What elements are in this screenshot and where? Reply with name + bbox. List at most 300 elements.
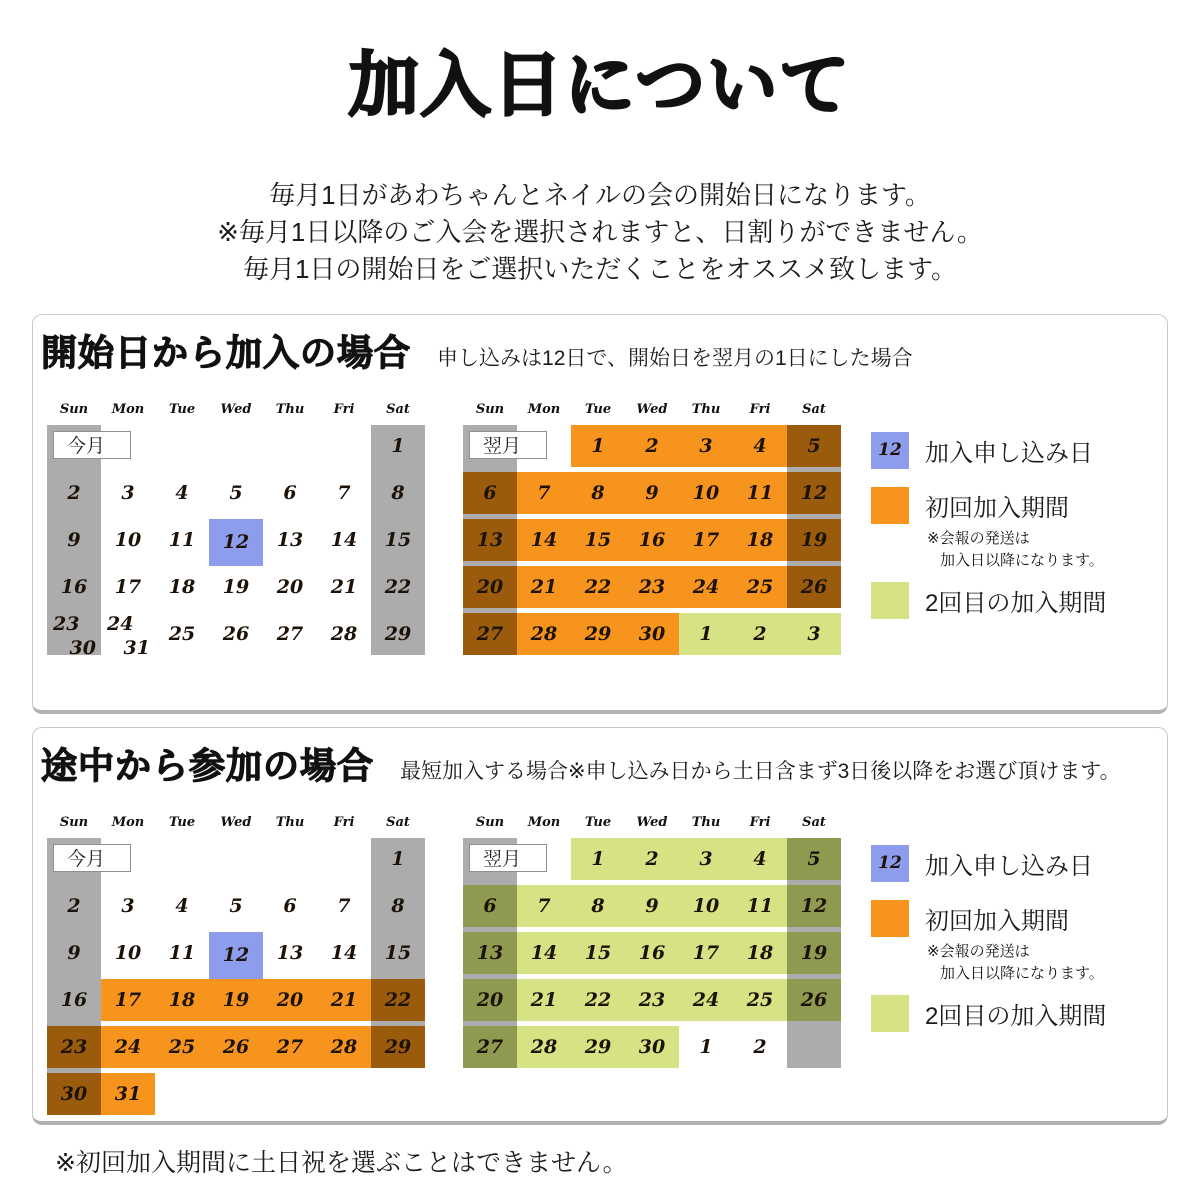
calendar-week-row bbox=[47, 979, 425, 1026]
day-number: 3 bbox=[699, 847, 713, 870]
day-number: 11 bbox=[168, 941, 196, 964]
day-cell bbox=[101, 519, 155, 561]
day-number: 29 bbox=[384, 622, 412, 645]
day-cell bbox=[47, 885, 101, 927]
day-cell bbox=[787, 472, 841, 514]
weekday-label: Sun bbox=[59, 401, 89, 417]
day-cell bbox=[101, 566, 155, 608]
day-number: 2 bbox=[67, 481, 81, 504]
calendar-week-row bbox=[47, 613, 425, 660]
weekday-label: Thu bbox=[691, 814, 721, 830]
calendar-week-row bbox=[47, 1073, 425, 1120]
day-number: 5 bbox=[229, 481, 243, 504]
day-number: 1 bbox=[391, 434, 405, 457]
day-cell bbox=[787, 425, 841, 467]
day-number: 17 bbox=[692, 528, 720, 551]
day-cell bbox=[517, 519, 571, 561]
day-number: 3 bbox=[699, 434, 713, 457]
day-cell bbox=[263, 566, 317, 608]
calendar-week-row bbox=[463, 885, 841, 932]
day-cell bbox=[571, 425, 625, 467]
day-number: 2 bbox=[753, 1035, 767, 1058]
weekday-label: Thu bbox=[691, 401, 721, 417]
calendar-next-month bbox=[463, 402, 841, 660]
day-number: 28 bbox=[530, 1035, 558, 1058]
day-number: 23 bbox=[60, 1035, 88, 1058]
weekday-header-row bbox=[47, 402, 425, 418]
day-cell bbox=[571, 932, 625, 974]
day-number: 2 bbox=[645, 434, 659, 457]
day-cell bbox=[317, 885, 371, 927]
day-number: 26 bbox=[800, 988, 828, 1011]
day-cell bbox=[263, 979, 317, 1021]
day-number: 9 bbox=[645, 481, 659, 504]
day-number: 28 bbox=[330, 622, 358, 645]
legend-item-application-day bbox=[871, 845, 1147, 882]
calendar-week-row bbox=[463, 1026, 841, 1073]
day-number: 1 bbox=[391, 847, 405, 870]
day-cell bbox=[209, 1073, 263, 1115]
day-number: 6 bbox=[283, 481, 297, 504]
day-number: 9 bbox=[67, 528, 81, 551]
day-cell bbox=[47, 566, 101, 608]
day-cell bbox=[155, 838, 209, 880]
day-number: 27 bbox=[476, 622, 504, 645]
day-cell bbox=[317, 472, 371, 514]
weekday-header-row bbox=[463, 402, 841, 418]
weekday-label: Thu bbox=[275, 401, 305, 417]
day-number: 18 bbox=[168, 575, 196, 598]
day-number: 23 bbox=[638, 575, 666, 598]
day-cell bbox=[101, 612, 155, 659]
day-cell bbox=[155, 932, 209, 974]
day-number: 10 bbox=[114, 528, 142, 551]
day-cell bbox=[733, 838, 787, 880]
day-cell bbox=[209, 979, 263, 1021]
day-cell bbox=[263, 472, 317, 514]
day-number: 7 bbox=[337, 894, 351, 917]
day-cell bbox=[625, 613, 679, 655]
day-cell bbox=[155, 425, 209, 467]
day-number: 30 bbox=[60, 1082, 88, 1105]
calendar-week-row bbox=[47, 932, 425, 979]
day-cell bbox=[787, 979, 841, 1021]
day-number: 20 bbox=[276, 575, 304, 598]
weekday-header-row bbox=[47, 815, 425, 831]
day-cell bbox=[733, 566, 787, 608]
day-number: 10 bbox=[114, 941, 142, 964]
day-cell bbox=[317, 566, 371, 608]
day-number: 7 bbox=[537, 481, 551, 504]
day-number: 21 bbox=[530, 988, 558, 1011]
day-cell bbox=[679, 519, 733, 561]
day-cell bbox=[209, 425, 263, 467]
day-cell bbox=[209, 472, 263, 514]
day-number: 10 bbox=[692, 481, 720, 504]
day-cell bbox=[679, 885, 733, 927]
day-cell bbox=[787, 1026, 841, 1068]
day-cell bbox=[625, 979, 679, 1021]
day-number: 3 bbox=[121, 894, 135, 917]
day-number: 18 bbox=[168, 988, 196, 1011]
legend-label: 加入申し込み日 bbox=[925, 852, 1093, 880]
day-number: 30 bbox=[638, 1035, 666, 1058]
day-number: 16 bbox=[60, 988, 88, 1011]
legend-label: 2回目の加入期間 bbox=[925, 589, 1107, 617]
legend-note: ※会報の発送は 加入日以降になります。 bbox=[927, 942, 1104, 983]
day-cell bbox=[733, 425, 787, 467]
legend-label: 2回目の加入期間 bbox=[925, 1002, 1107, 1030]
day-cell bbox=[155, 472, 209, 514]
day-number: 26 bbox=[800, 575, 828, 598]
day-cell bbox=[209, 932, 263, 979]
day-number: 22 bbox=[384, 988, 412, 1011]
day-number: 24 bbox=[692, 575, 720, 598]
day-number: 15 bbox=[384, 941, 412, 964]
application-day-swatch: 12 bbox=[871, 432, 909, 469]
day-number: 15 bbox=[384, 528, 412, 551]
day-number: 16 bbox=[638, 941, 666, 964]
day-cell bbox=[371, 1073, 425, 1115]
day-number: 28 bbox=[530, 622, 558, 645]
weekday-label: Tue bbox=[584, 814, 612, 830]
section-join-from-start bbox=[32, 314, 1168, 714]
intro-line: 毎月1日の開始日をご選択いただくことをオススメ致します。 bbox=[242, 253, 958, 284]
day-number: 25 bbox=[168, 1035, 196, 1058]
day-number: 23 bbox=[53, 612, 80, 635]
calendar-week-row bbox=[47, 1026, 425, 1073]
day-cell bbox=[517, 885, 571, 927]
day-cell bbox=[263, 932, 317, 974]
day-cell bbox=[47, 1073, 101, 1115]
day-number: 9 bbox=[67, 941, 81, 964]
legend-item-second-period bbox=[871, 995, 1147, 1032]
calendar-this-month bbox=[47, 402, 425, 660]
day-number: 31 bbox=[114, 1082, 142, 1105]
calendar-week-row bbox=[463, 472, 841, 519]
day-number: 25 bbox=[746, 988, 774, 1011]
day-cell bbox=[517, 566, 571, 608]
day-cell bbox=[733, 472, 787, 514]
day-number: 24 bbox=[107, 612, 134, 635]
weekday-label: Fri bbox=[333, 814, 355, 830]
day-cell bbox=[571, 979, 625, 1021]
day-number: 4 bbox=[753, 847, 767, 870]
day-number: 8 bbox=[391, 481, 405, 504]
weekday-label: Sun bbox=[475, 401, 505, 417]
day-number: 5 bbox=[229, 894, 243, 917]
day-cell bbox=[263, 425, 317, 467]
day-cell bbox=[733, 613, 787, 655]
day-number-secondary: 30 bbox=[69, 636, 96, 659]
day-cell bbox=[47, 979, 101, 1021]
intro-text bbox=[0, 177, 1200, 288]
calendar-this-month bbox=[47, 815, 425, 1120]
day-number: 11 bbox=[168, 528, 196, 551]
weekday-label: Wed bbox=[220, 401, 252, 417]
day-number: 11 bbox=[746, 894, 774, 917]
day-cell bbox=[263, 1073, 317, 1115]
day-cell bbox=[263, 613, 317, 655]
page-title: 加入日について bbox=[348, 46, 852, 124]
calendar-week-row bbox=[463, 932, 841, 979]
section-subheading: 申し込みは12日で、開始日を翌月の1日にした場合 bbox=[437, 346, 913, 370]
day-cell bbox=[571, 838, 625, 880]
weekday-label: Fri bbox=[749, 401, 771, 417]
day-cell bbox=[571, 472, 625, 514]
day-cell bbox=[101, 1026, 155, 1068]
calendar-week-row bbox=[463, 613, 841, 660]
day-number: 23 bbox=[638, 988, 666, 1011]
day-number: 20 bbox=[276, 988, 304, 1011]
day-number: 13 bbox=[476, 941, 504, 964]
day-cell bbox=[679, 566, 733, 608]
day-cell bbox=[517, 979, 571, 1021]
day-number: 21 bbox=[530, 575, 558, 598]
calendar-grid bbox=[47, 838, 425, 1120]
day-number: 14 bbox=[330, 528, 358, 551]
calendar-week-row bbox=[463, 519, 841, 566]
day-number: 8 bbox=[591, 894, 605, 917]
weekday-label: Thu bbox=[275, 814, 305, 830]
day-number: 24 bbox=[114, 1035, 142, 1058]
day-cell bbox=[625, 472, 679, 514]
day-cell bbox=[571, 566, 625, 608]
legend-label: 初回加入期間 bbox=[925, 494, 1069, 522]
day-number: 19 bbox=[222, 575, 250, 598]
calendar-grid bbox=[463, 425, 841, 660]
day-number: 19 bbox=[800, 528, 828, 551]
legend bbox=[871, 432, 1147, 660]
day-cell bbox=[463, 932, 517, 974]
day-cell bbox=[101, 472, 155, 514]
day-cell bbox=[209, 613, 263, 655]
day-cell bbox=[47, 1026, 101, 1068]
day-cell bbox=[787, 519, 841, 561]
weekday-header-row bbox=[463, 815, 841, 831]
day-number: 25 bbox=[168, 622, 196, 645]
day-number: 1 bbox=[699, 622, 713, 645]
day-cell bbox=[47, 932, 101, 974]
day-number: 15 bbox=[584, 941, 612, 964]
month-label: 今月 bbox=[53, 844, 131, 872]
day-number: 7 bbox=[537, 894, 551, 917]
day-number: 21 bbox=[330, 988, 358, 1011]
day-cell bbox=[517, 932, 571, 974]
day-cell bbox=[517, 472, 571, 514]
second-period-swatch bbox=[871, 582, 909, 619]
day-cell bbox=[47, 519, 101, 561]
day-cell bbox=[517, 1026, 571, 1068]
day-cell bbox=[209, 885, 263, 927]
day-cell bbox=[209, 566, 263, 608]
day-number: 12 bbox=[222, 944, 250, 967]
day-number: 12 bbox=[800, 481, 828, 504]
calendar-week-row bbox=[47, 519, 425, 566]
day-number: 28 bbox=[330, 1035, 358, 1058]
calendar-week-row bbox=[463, 566, 841, 613]
day-number: 22 bbox=[584, 988, 612, 1011]
day-cell bbox=[317, 425, 371, 467]
day-number: 3 bbox=[121, 481, 135, 504]
legend-item-first-period bbox=[871, 487, 1147, 524]
day-cell bbox=[463, 566, 517, 608]
day-cell bbox=[571, 885, 625, 927]
day-cell bbox=[679, 613, 733, 655]
day-number: 21 bbox=[330, 575, 358, 598]
day-cell bbox=[317, 613, 371, 655]
weekday-label: Wed bbox=[636, 401, 668, 417]
day-number: 13 bbox=[276, 941, 304, 964]
day-number: 1 bbox=[699, 1035, 713, 1058]
day-cell bbox=[463, 519, 517, 561]
day-cell bbox=[733, 519, 787, 561]
day-number: 6 bbox=[483, 481, 497, 504]
day-number: 11 bbox=[746, 481, 774, 504]
day-cell bbox=[625, 566, 679, 608]
day-cell bbox=[155, 613, 209, 655]
first-period-swatch bbox=[871, 487, 909, 524]
day-cell bbox=[625, 1026, 679, 1068]
day-number: 2 bbox=[753, 622, 767, 645]
weekday-label: Tue bbox=[168, 814, 196, 830]
day-cell bbox=[371, 979, 425, 1021]
day-cell bbox=[317, 932, 371, 974]
weekday-label: Sun bbox=[59, 814, 89, 830]
day-number: 3 bbox=[807, 622, 821, 645]
day-number: 2 bbox=[67, 894, 81, 917]
first-period-swatch bbox=[871, 900, 909, 937]
section-heading: 途中から参加の場合 bbox=[41, 744, 375, 786]
day-number: 17 bbox=[114, 575, 142, 598]
day-number: 15 bbox=[584, 528, 612, 551]
weekday-label: Sat bbox=[802, 814, 826, 830]
day-cell bbox=[625, 932, 679, 974]
day-cell bbox=[787, 885, 841, 927]
day-number: 25 bbox=[746, 575, 774, 598]
legend bbox=[871, 845, 1147, 1120]
day-cell bbox=[463, 979, 517, 1021]
day-number: 19 bbox=[222, 988, 250, 1011]
day-cell bbox=[787, 566, 841, 608]
day-cell bbox=[733, 979, 787, 1021]
day-number: 18 bbox=[746, 528, 774, 551]
day-cell bbox=[787, 932, 841, 974]
day-cell bbox=[371, 519, 425, 561]
day-number: 17 bbox=[692, 941, 720, 964]
weekday-label: Mon bbox=[111, 814, 145, 830]
weekday-label: Wed bbox=[636, 814, 668, 830]
day-number: 30 bbox=[638, 622, 666, 645]
day-cell bbox=[47, 472, 101, 514]
day-cell bbox=[463, 1026, 517, 1068]
calendar-week-row bbox=[47, 566, 425, 613]
day-number: 1 bbox=[591, 847, 605, 870]
day-cell bbox=[317, 519, 371, 561]
weekday-label: Wed bbox=[220, 814, 252, 830]
day-cell bbox=[679, 932, 733, 974]
day-cell bbox=[679, 425, 733, 467]
day-cell bbox=[101, 979, 155, 1021]
day-number: 4 bbox=[175, 481, 189, 504]
day-cell bbox=[625, 838, 679, 880]
day-number: 24 bbox=[692, 988, 720, 1011]
day-cell bbox=[47, 612, 101, 659]
day-cell bbox=[155, 566, 209, 608]
day-cell bbox=[371, 838, 425, 880]
section-body bbox=[41, 402, 1167, 660]
day-number: 27 bbox=[276, 1035, 304, 1058]
weekday-label: Sat bbox=[386, 401, 410, 417]
day-number: 18 bbox=[746, 941, 774, 964]
calendar-grid bbox=[463, 838, 841, 1073]
day-number: 22 bbox=[384, 575, 412, 598]
weekday-label: Sat bbox=[802, 401, 826, 417]
day-number: 17 bbox=[114, 988, 142, 1011]
section-body bbox=[41, 815, 1167, 1120]
day-cell bbox=[263, 1026, 317, 1068]
day-number: 26 bbox=[222, 1035, 250, 1058]
day-cell bbox=[263, 838, 317, 880]
day-cell bbox=[101, 932, 155, 974]
day-cell bbox=[101, 1073, 155, 1115]
day-cell bbox=[101, 885, 155, 927]
day-cell bbox=[371, 1026, 425, 1068]
intro-line: ※毎月1日以降のご入会を選択されますと、日割りができません。 bbox=[217, 216, 983, 247]
calendar-week-row bbox=[47, 885, 425, 932]
day-number: 29 bbox=[584, 622, 612, 645]
calendar-next-month bbox=[463, 815, 841, 1120]
day-cell bbox=[155, 979, 209, 1021]
weekday-label: Fri bbox=[749, 814, 771, 830]
second-period-swatch bbox=[871, 995, 909, 1032]
day-cell bbox=[371, 425, 425, 467]
legend-label: 初回加入期間 bbox=[925, 907, 1069, 935]
day-cell bbox=[371, 566, 425, 608]
day-number: 6 bbox=[483, 894, 497, 917]
day-number: 13 bbox=[476, 528, 504, 551]
weekday-label: Mon bbox=[527, 401, 561, 417]
day-cell bbox=[371, 885, 425, 927]
day-cell bbox=[787, 838, 841, 880]
month-label: 今月 bbox=[53, 431, 131, 459]
calendar-week-row bbox=[47, 472, 425, 519]
day-number: 13 bbox=[276, 528, 304, 551]
day-cell bbox=[209, 838, 263, 880]
day-number: 10 bbox=[692, 894, 720, 917]
day-number: 16 bbox=[638, 528, 666, 551]
day-number: 16 bbox=[60, 575, 88, 598]
day-number: 14 bbox=[330, 941, 358, 964]
day-number: 5 bbox=[807, 434, 821, 457]
weekday-label: Mon bbox=[111, 401, 145, 417]
calendar-grid bbox=[47, 425, 425, 660]
day-number: 2 bbox=[645, 847, 659, 870]
day-number: 8 bbox=[591, 481, 605, 504]
day-cell bbox=[317, 979, 371, 1021]
day-cell bbox=[787, 613, 841, 655]
day-number: 1 bbox=[591, 434, 605, 457]
legend-item-application-day bbox=[871, 432, 1147, 469]
day-cell bbox=[317, 1073, 371, 1115]
day-cell bbox=[209, 519, 263, 566]
day-cell bbox=[733, 885, 787, 927]
day-number: 22 bbox=[584, 575, 612, 598]
day-number: 9 bbox=[645, 894, 659, 917]
day-cell bbox=[625, 519, 679, 561]
footer-note: ※初回加入期間に土日祝を選ぶことはできません。 bbox=[55, 1148, 628, 1177]
day-cell bbox=[571, 519, 625, 561]
